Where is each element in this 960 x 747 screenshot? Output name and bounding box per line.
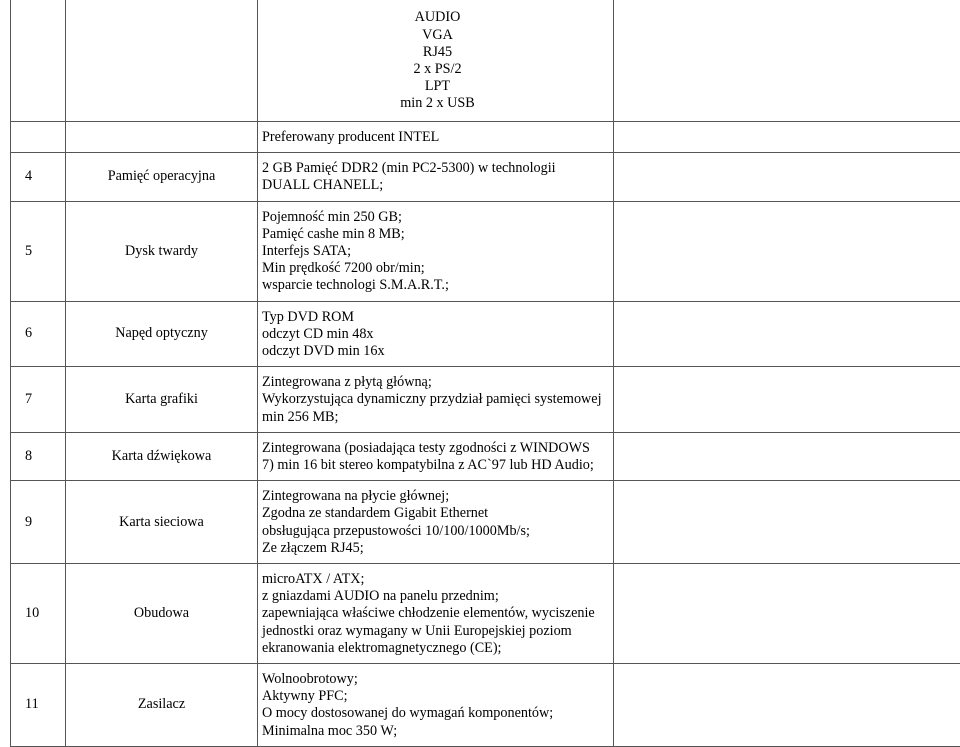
- offered-parameters-cell: [614, 564, 960, 664]
- table-row: [11, 301, 960, 367]
- spec-line: Pojemność min 250 GB;: [262, 209, 613, 226]
- spec-line: Interfejs SATA;: [262, 243, 613, 260]
- offered-parameters-cell: [614, 201, 960, 301]
- row-number: [11, 122, 66, 153]
- specification-table: [10, 0, 960, 747]
- component-name: Karta dźwiękowa: [66, 432, 258, 480]
- component-name: Pamięć operacyjna: [66, 153, 258, 201]
- specification-cell: [258, 201, 614, 301]
- spec-line: Zintegrowana z płytą główną;: [262, 374, 613, 391]
- offered-parameters-cell: [614, 432, 960, 480]
- table-row: [11, 481, 960, 564]
- spec-line: DUALL CHANELL;: [262, 177, 613, 194]
- spec-line: Zgodna ze standardem Gigabit Ethernet: [262, 505, 613, 522]
- specification-cell: [258, 122, 614, 153]
- offered-parameters-cell: [614, 122, 960, 153]
- row-number: 4: [11, 153, 66, 201]
- row-number: 6: [11, 301, 66, 367]
- table-row: [11, 367, 960, 433]
- row-number: 5: [11, 201, 66, 301]
- offered-parameters-cell: [614, 153, 960, 201]
- component-name: Napęd optyczny: [66, 301, 258, 367]
- spec-line: microATX / ATX;: [262, 571, 613, 588]
- offered-parameters-cell: [614, 367, 960, 433]
- table-row: [11, 664, 960, 747]
- offered-parameters-cell: [614, 481, 960, 564]
- row-number: 11: [11, 664, 66, 747]
- table-row: [11, 432, 960, 480]
- specification-cell: [258, 301, 614, 367]
- spec-line: LPT: [262, 78, 613, 95]
- spec-line: Wolnoobrotowy;: [262, 671, 613, 688]
- component-name: Karta sieciowa: [66, 481, 258, 564]
- spec-line: RJ45: [262, 44, 613, 61]
- spec-line: O mocy dostosowanej do wymagań komponentów;: [262, 705, 613, 722]
- spec-line: jednostki oraz wymagany w Unii Europejskiej poziom: [262, 623, 613, 640]
- spec-line: min 2 x USB: [262, 95, 613, 112]
- table-row: [11, 564, 960, 664]
- spec-line: zapewniająca właściwe chłodzenie elementów, wyciszenie: [262, 605, 613, 622]
- spec-line: VGA: [262, 27, 613, 44]
- specification-cell: [258, 153, 614, 201]
- spec-line: odczyt CD min 48x: [262, 326, 613, 343]
- spec-line: obsługująca przepustowości 10/100/1000Mb/s;: [262, 523, 613, 540]
- row-number: 9: [11, 481, 66, 564]
- spec-line: ekranowania elektromagnetycznego (CE);: [262, 640, 613, 657]
- component-name: [66, 122, 258, 153]
- specification-cell: [258, 432, 614, 480]
- specification-cell: [258, 564, 614, 664]
- specification-cell: [258, 367, 614, 433]
- spec-line: min 256 MB;: [262, 409, 613, 426]
- spec-line: Wykorzystująca dynamiczny przydział pamięci systemowej: [262, 391, 613, 408]
- spec-line: Aktywny PFC;: [262, 688, 613, 705]
- spec-line: 2 x PS/2: [262, 61, 613, 78]
- component-name: Dysk twardy: [66, 201, 258, 301]
- component-name: Obudowa: [66, 564, 258, 664]
- spec-line: AUDIO: [262, 9, 613, 26]
- row-number: [11, 0, 66, 122]
- table-row: [11, 153, 960, 201]
- offered-parameters-cell: [614, 664, 960, 747]
- table-row: [11, 122, 960, 153]
- spec-line: 7) min 16 bit stereo kompatybilna z AC`97 lub HD Audio;: [262, 457, 613, 474]
- spec-line: Typ DVD ROM: [262, 309, 613, 326]
- offered-parameters-cell: [614, 0, 960, 122]
- row-number: 8: [11, 432, 66, 480]
- spec-line: wsparcie technologi S.M.A.R.T.;: [262, 277, 613, 294]
- spec-line: Zintegrowana na płycie głównej;: [262, 488, 613, 505]
- row-number: 10: [11, 564, 66, 664]
- spec-line: odczyt DVD min 16x: [262, 343, 613, 360]
- component-name: Zasilacz: [66, 664, 258, 747]
- component-name: [66, 0, 258, 122]
- row-number: 7: [11, 367, 66, 433]
- table-row: [11, 201, 960, 301]
- spec-line: Minimalna moc 350 W;: [262, 723, 613, 740]
- spec-line: Preferowany producent INTEL: [262, 129, 613, 146]
- offered-parameters-cell: [614, 301, 960, 367]
- table-row: [11, 0, 960, 122]
- specification-cell: [258, 481, 614, 564]
- specification-cell: [258, 0, 614, 122]
- spec-line: Zintegrowana (posiadająca testy zgodności z WINDOWS: [262, 440, 613, 457]
- spec-line: 2 GB Pamięć DDR2 (min PC2-5300) w technologii: [262, 160, 613, 177]
- spec-line: z gniazdami AUDIO na panelu przednim;: [262, 588, 613, 605]
- spec-line: Pamięć cashe min 8 MB;: [262, 226, 613, 243]
- spec-line: Min prędkość 7200 obr/min;: [262, 260, 613, 277]
- spec-line: Ze złączem RJ45;: [262, 540, 613, 557]
- specification-cell: [258, 664, 614, 747]
- component-name: Karta grafiki: [66, 367, 258, 433]
